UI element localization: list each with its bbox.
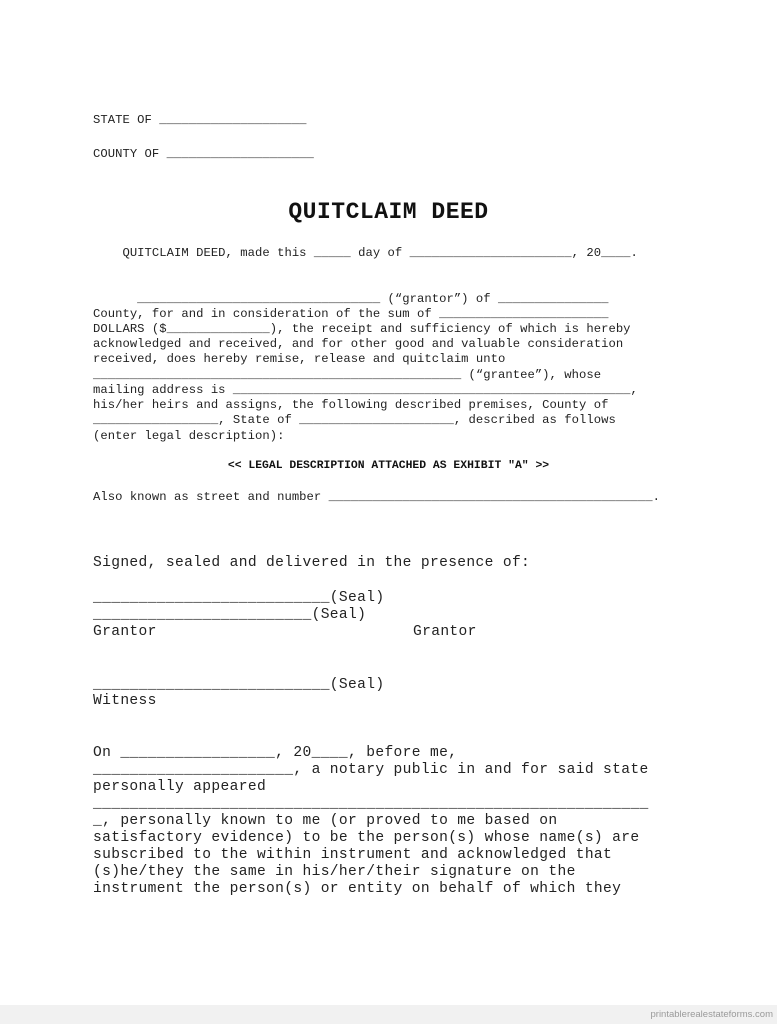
- body-line: DOLLARS ($______________), the receipt and sufficiency of which is hereby: [93, 322, 631, 336]
- notary-line: satisfactory evidence) to be the person(s) whose name(s) are: [93, 830, 640, 846]
- body-line: _________________________________ (“grantor”) of _______________: [93, 292, 609, 306]
- notary-line: _____________________________________________________________: [93, 796, 649, 812]
- body-line: County, for and in consideration of the sum of _______________________: [93, 307, 609, 321]
- street-line: Also known as street and number ____________________________________________.: [93, 490, 661, 504]
- notary-line: (s)he/they the same in his/her/their signature on the: [93, 864, 576, 880]
- body-line: _________________, State of _____________________, described as follows: [93, 413, 616, 427]
- witness-label: Witness: [93, 693, 157, 709]
- grantor-label-2: Grantor: [413, 624, 477, 640]
- grantor-seal-line-1: __________________________(Seal): [93, 590, 385, 606]
- notary-line: personally appeared: [93, 779, 267, 795]
- notary-line: ______________________, a notary public in and for said state: [93, 762, 649, 778]
- exhibit-heading: << LEGAL DESCRIPTION ATTACHED AS EXHIBIT "A" >>: [227, 460, 550, 472]
- intro-line: QUITCLAIM DEED, made this _____ day of ______________________, 20____.: [93, 246, 638, 260]
- state-line: STATE OF ____________________: [93, 113, 307, 127]
- body-line: __________________________________________________ (“grantee”), whose: [93, 368, 602, 382]
- footer-watermark: printablerealestateforms.com: [650, 1009, 773, 1020]
- notary-line: _, personally known to me (or proved to me based on: [93, 813, 558, 829]
- notary-line: instrument the person(s) or entity on behalf of which they: [93, 881, 622, 897]
- body-line: acknowledged and received, and for other good and valuable consideration: [93, 337, 624, 351]
- footer-bar: [0, 1005, 777, 1024]
- signed-line: Signed, sealed and delivered in the presence of:: [93, 555, 531, 571]
- grantor-label-1: Grantor: [93, 624, 157, 640]
- grantor-seal-line-2: ________________________(Seal): [93, 607, 367, 623]
- body-line: (enter legal description):: [93, 429, 285, 443]
- witness-seal-line: __________________________(Seal): [93, 677, 385, 693]
- body-line: mailing address is ______________________________________________________,: [93, 383, 638, 397]
- notary-line: On _________________, 20____, before me,: [93, 745, 458, 761]
- notary-line: subscribed to the within instrument and acknowledged that: [93, 847, 613, 863]
- body-line: his/her heirs and assigns, the following described premises, County of: [93, 398, 609, 412]
- county-line: COUNTY OF ____________________: [93, 147, 314, 161]
- document-title: QUITCLAIM DEED: [288, 199, 489, 225]
- body-line: received, does hereby remise, release and quitclaim unto: [93, 352, 506, 366]
